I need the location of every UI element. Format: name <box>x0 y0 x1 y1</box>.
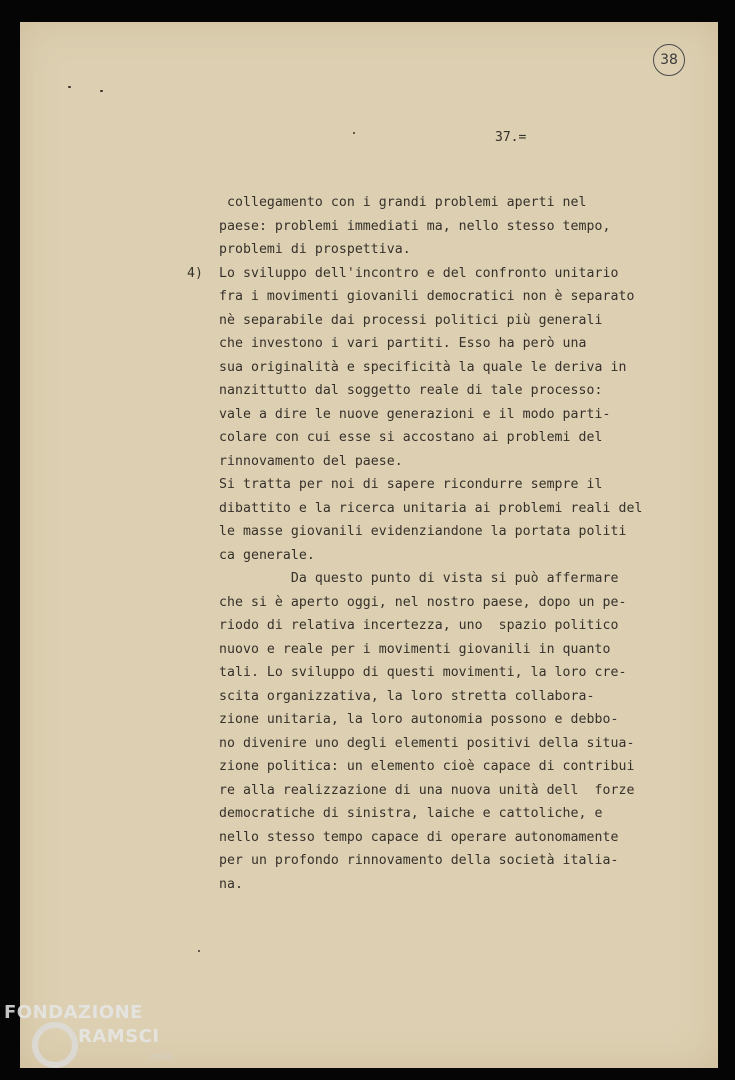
text-line: le masse giovanili evidenziandone la portata politi <box>219 524 627 539</box>
text-line: dibattito e la ricerca unitaria ai problemi reali del <box>219 501 643 516</box>
text-line: che investono i vari partiti. Esso ha però una <box>219 336 587 351</box>
watermark-suffix: onlus <box>150 1052 175 1062</box>
text-line: vale a dire le nuove generazioni e il modo parti- <box>219 407 611 422</box>
text-line: riodo di relativa incertezza, uno spazio politico <box>219 618 619 633</box>
paper-speck <box>353 132 355 134</box>
text-line: nanzittutto dal soggetto reale di tale processo: <box>219 383 603 398</box>
watermark-g-ring-icon <box>32 1022 78 1068</box>
text-line: sua originalità e specificità la quale le deriva in <box>219 360 627 375</box>
text-line: no divenire uno degli elementi positivi della situa- <box>219 736 635 751</box>
item-marker: 4) <box>187 266 203 281</box>
foundation-watermark-logo <box>4 1000 194 1075</box>
text-line: zione politica: un elemento cioè capace di contribui <box>219 759 635 774</box>
text-line: democratiche di sinistra, laiche e cattoliche, e <box>219 806 603 821</box>
text-line: Da questo punto di vista si può affermare <box>219 571 619 586</box>
text-line: che si è aperto oggi, nel nostro paese, dopo un pe- <box>219 595 627 610</box>
text-line: nello stesso tempo capace di operare autonomamente <box>219 830 619 845</box>
text-line: colare con cui esse si accostano ai problemi del <box>219 430 603 445</box>
text-line: Si tratta per noi di sapere ricondurre sempre il <box>219 477 603 492</box>
paper-speck <box>100 90 103 92</box>
page-number: 37.= <box>495 130 527 145</box>
text-line: problemi di prospettiva. <box>219 242 411 257</box>
text-line: tali. Lo sviluppo di questi movimenti, la loro cre- <box>219 665 627 680</box>
text-line: re alla realizzazione di una nuova unità dell forze <box>219 783 635 798</box>
text-line: na. <box>219 877 243 892</box>
text-line: fra i movimenti giovanili democratici non è separato <box>219 289 635 304</box>
document-page <box>20 22 718 1068</box>
text-line: scita organizzativa, la loro stretta collabora- <box>219 689 595 704</box>
text-line: nè separabile dai processi politici più generali <box>219 313 603 328</box>
text-line: ca generale. <box>219 548 315 563</box>
archive-page-number: 38 <box>653 44 685 76</box>
paper-speck <box>198 950 200 952</box>
watermark-line-1: FONDAZIONE <box>4 1002 143 1023</box>
text-line: collegamento con i grandi problemi aperti nel <box>219 195 587 210</box>
text-line: rinnovamento del paese. <box>219 454 403 469</box>
text-line: nuovo e reale per i movimenti giovanili in quanto <box>219 642 611 657</box>
text-line: zione unitaria, la loro autonomia possono e debbo- <box>219 712 619 727</box>
paper-speck <box>68 86 71 88</box>
watermark-line-2: RAMSCI <box>78 1026 160 1047</box>
text-line: Lo sviluppo dell'incontro e del confronto unitario <box>219 266 619 281</box>
text-line: per un profondo rinnovamento della società italia- <box>219 853 619 868</box>
text-line: paese: problemi immediati ma, nello stesso tempo, <box>219 219 611 234</box>
